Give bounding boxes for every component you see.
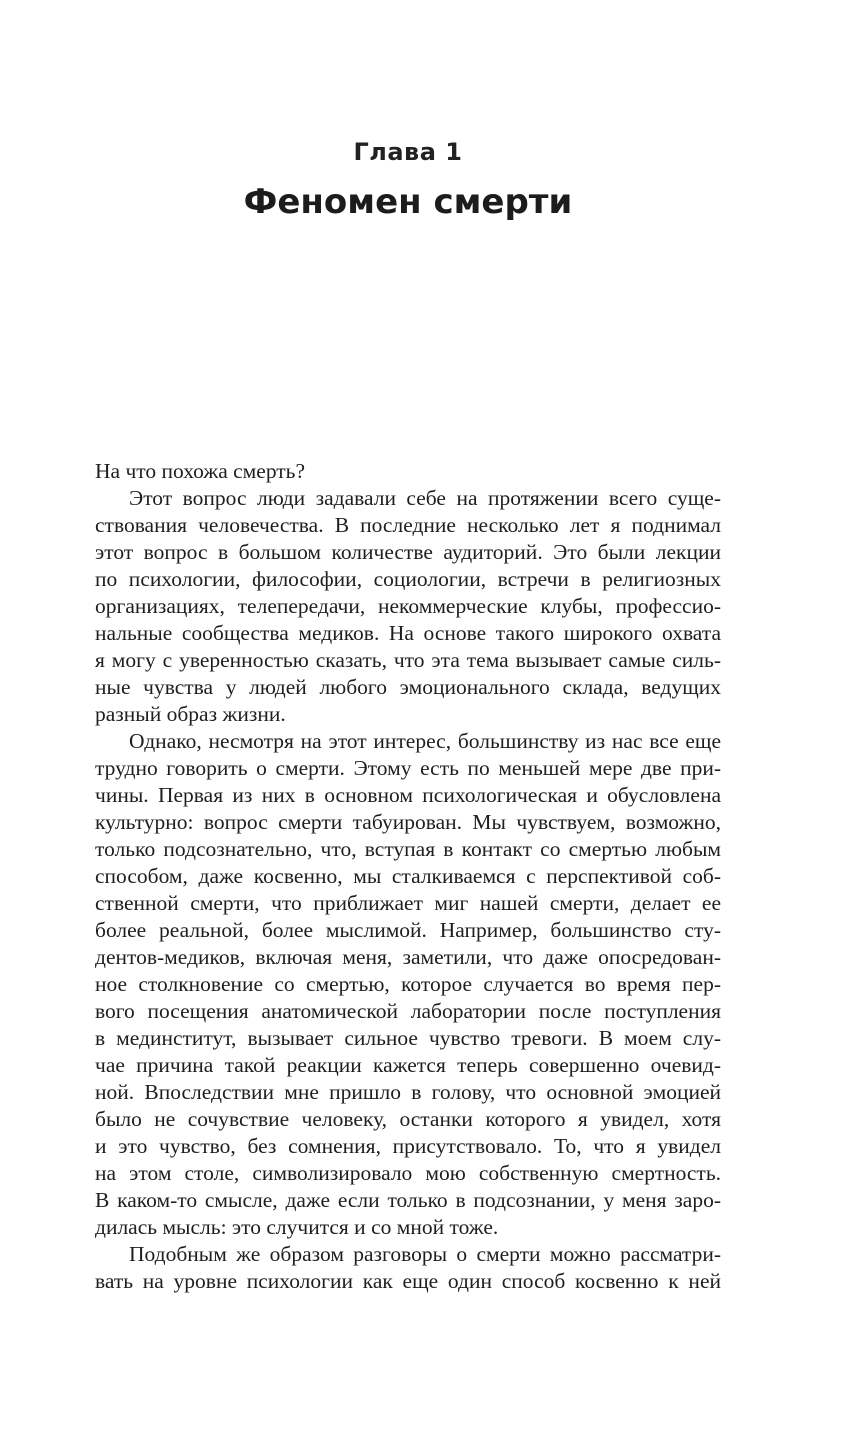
chapter-label: Глава 1 — [353, 138, 463, 166]
text-line: ные чувства у людей любого эмоционального склада, ведущих — [95, 675, 721, 699]
body-text — [95, 458, 721, 1295]
text-line: по психологии, философии, социологии, встречи в религиозных — [95, 567, 721, 591]
text-line: более реальной, более мыслимой. Например, большинство сту- — [95, 918, 721, 942]
text-line: ствования человечества. В последние несколько лет я поднимал — [95, 513, 721, 537]
text-line: и это чувство, без сомнения, присутствовало. То, что я увидел — [95, 1134, 721, 1158]
text-line: Однако, несмотря на этот интерес, большинству из нас все еще — [129, 729, 721, 753]
text-line: нальные сообщества медиков. На основе такого широкого охвата — [95, 621, 721, 645]
text-line: В каком-то смысле, даже если только в подсознании, у меня заро- — [95, 1188, 721, 1212]
text-line: дентов-медиков, включая меня, заметили, что даже опосредован- — [95, 945, 721, 969]
text-line: организациях, телепередачи, некоммерческие клубы, профессио- — [95, 594, 721, 618]
text-line: на этом столе, символизировало мою собственную смертность. — [95, 1161, 721, 1185]
text-line: дилась мысль: это случится и со мной тоже. — [95, 1215, 499, 1239]
text-line: способом, даже косвенно, мы сталкиваемся с перспективой соб- — [95, 864, 721, 888]
text-line: чины. Первая из них в основном психологическая и обусловлена — [95, 783, 721, 807]
text-line: этот вопрос в большом количестве аудиторий. Это были лекции — [95, 540, 721, 564]
text-line: я могу с уверенностью сказать, что эта тема вызывает самые силь- — [95, 648, 721, 672]
text-line: чае причина такой реакции кажется теперь совершенно очевид- — [95, 1053, 721, 1077]
text-line: ственной смерти, что приближает миг нашей смерти, делает ее — [95, 891, 721, 915]
text-line: трудно говорить о смерти. Этому есть по меньшей мере две при- — [95, 756, 721, 780]
text-line: ной. Впоследствии мне пришло в голову, что основной эмоцией — [95, 1080, 721, 1104]
text-line: разный образ жизни. — [95, 702, 286, 726]
text-line: Подобным же образом разговоры о смерти можно рассматри- — [129, 1242, 721, 1266]
text-line: только подсознательно, что, вступая в контакт со смертью любым — [95, 837, 721, 861]
text-line: На что похожа смерть? — [95, 459, 306, 483]
text-line: в мединститут, вызывает сильное чувство тревоги. В моем слу- — [95, 1026, 721, 1050]
text-line: было не сочувствие человеку, останки которого я увидел, хотя — [95, 1107, 721, 1131]
text-line: вать на уровне психологии как еще один способ косвенно к ней — [95, 1269, 721, 1293]
text-line: ное столкновение со смертью, которое случается во время пер- — [95, 972, 721, 996]
chapter-title: Феномен смерти — [243, 182, 573, 222]
text-line: культурно: вопрос смерти табуирован. Мы чувствуем, возможно, — [95, 810, 721, 834]
text-line: вого посещения анатомической лаборатории после поступления — [95, 999, 721, 1023]
text-line: Этот вопрос люди задавали себе на протяжении всего суще- — [129, 486, 721, 510]
